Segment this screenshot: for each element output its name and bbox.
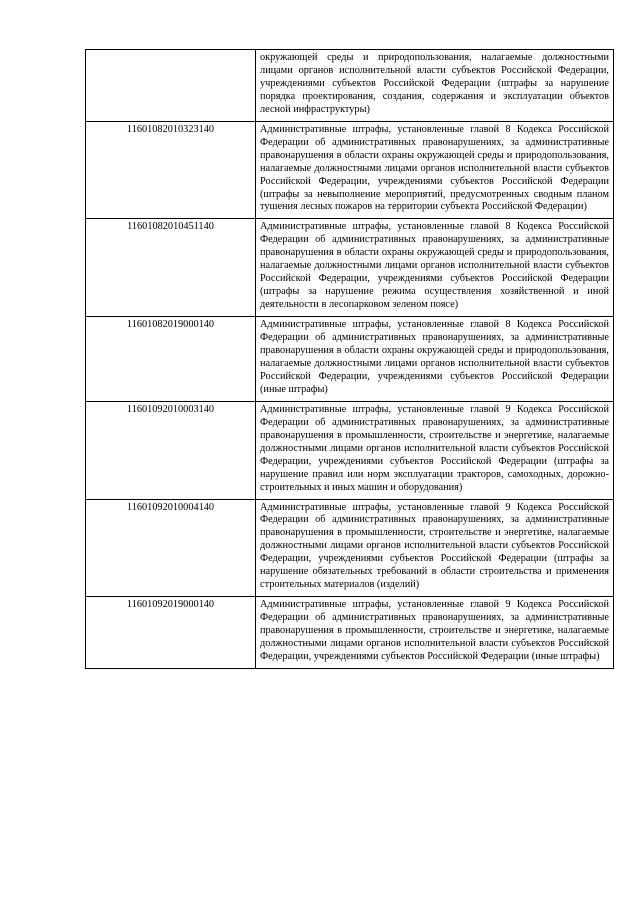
table-row — [86, 317, 614, 402]
budget-codes-table — [85, 49, 614, 669]
table-row — [86, 597, 614, 669]
code-cell: 11601082010451140 — [86, 219, 256, 317]
description-cell: Административные штрафы, установленные главой 9 Кодекса Российской Федерации об административных правонарушениях, за административные правонарушения в промышленности, строительстве и энергетике, налагаемые должностными лицами органов исполнительной власти субъектов Российской Федерации, учреждениями субъектов Российской Федерации (иные штрафы) — [256, 597, 614, 669]
description-cell: Административные штрафы, установленные главой 8 Кодекса Российской Федерации об административных правонарушениях, за административные правонарушения в области охраны окружающей среды и природопользования, налагаемые должностными лицами органов исполнительной власти субъектов Российской Федерации, учреждениями субъектов Российской Федерации (штрафы за невыполнение мероприятий, предусмотренных сводным планом тушения лесных пожаров на территории субъекта Российской Федерации) — [256, 121, 614, 219]
code-cell: 11601082010323140 — [86, 121, 256, 219]
table-row — [86, 50, 614, 122]
description-cell: Административные штрафы, установленные главой 9 Кодекса Российской Федерации об административных правонарушениях, за административные правонарушения в промышленности, строительстве и энергетике, налагаемые должностными лицами органов исполнительной власти субъектов Российской Федерации, учреждениями субъектов Российской Федерации (штрафы за нарушение правил или норм эксплуатации тракторов, самоходных, дорожно-строительных и иных машин и оборудования) — [256, 401, 614, 499]
code-cell: 11601092010003140 — [86, 401, 256, 499]
code-cell: 11601082019000140 — [86, 317, 256, 402]
table-row — [86, 401, 614, 499]
table-row — [86, 219, 614, 317]
table-row — [86, 499, 614, 597]
code-cell — [86, 50, 256, 122]
description-cell: Административные штрафы, установленные главой 9 Кодекса Российской Федерации об административных правонарушениях, за административные правонарушения в промышленности, строительстве и энергетике, налагаемые должностными лицами органов исполнительной власти субъектов Российской Федерации, учреждениями субъектов Российской Федерации (штрафы за нарушение обязательных требований в области строительства и применения строительных материалов (изделий) — [256, 499, 614, 597]
description-cell: Административные штрафы, установленные главой 8 Кодекса Российской Федерации об административных правонарушениях, за административные правонарушения в области охраны окружающей среды и природопользования, налагаемые должностными лицами органов исполнительной власти субъектов Российской Федерации, учреждениями субъектов Российской Федерации (иные штрафы) — [256, 317, 614, 402]
description-cell: окружающей среды и природопользования, налагаемые должностными лицами органов исполнительной власти субъектов Российской Федерации, учреждениями субъектов Российской Федерации (штрафы за нарушение порядка проектирования, создания, содержания и эксплуатации объектов лесной инфраструктуры) — [256, 50, 614, 122]
table-row — [86, 121, 614, 219]
code-cell: 11601092019000140 — [86, 597, 256, 669]
code-cell: 11601092010004140 — [86, 499, 256, 597]
description-cell: Административные штрафы, установленные главой 8 Кодекса Российской Федерации об административных правонарушениях, за административные правонарушения в области охраны окружающей среды и природопользования, налагаемые должностными лицами органов исполнительной власти субъектов Российской Федерации, учреждениями субъектов Российской Федерации (штрафы за нарушение режима осуществления хозяйственной и иной деятельности в лесопарковом зеленом поясе) — [256, 219, 614, 317]
